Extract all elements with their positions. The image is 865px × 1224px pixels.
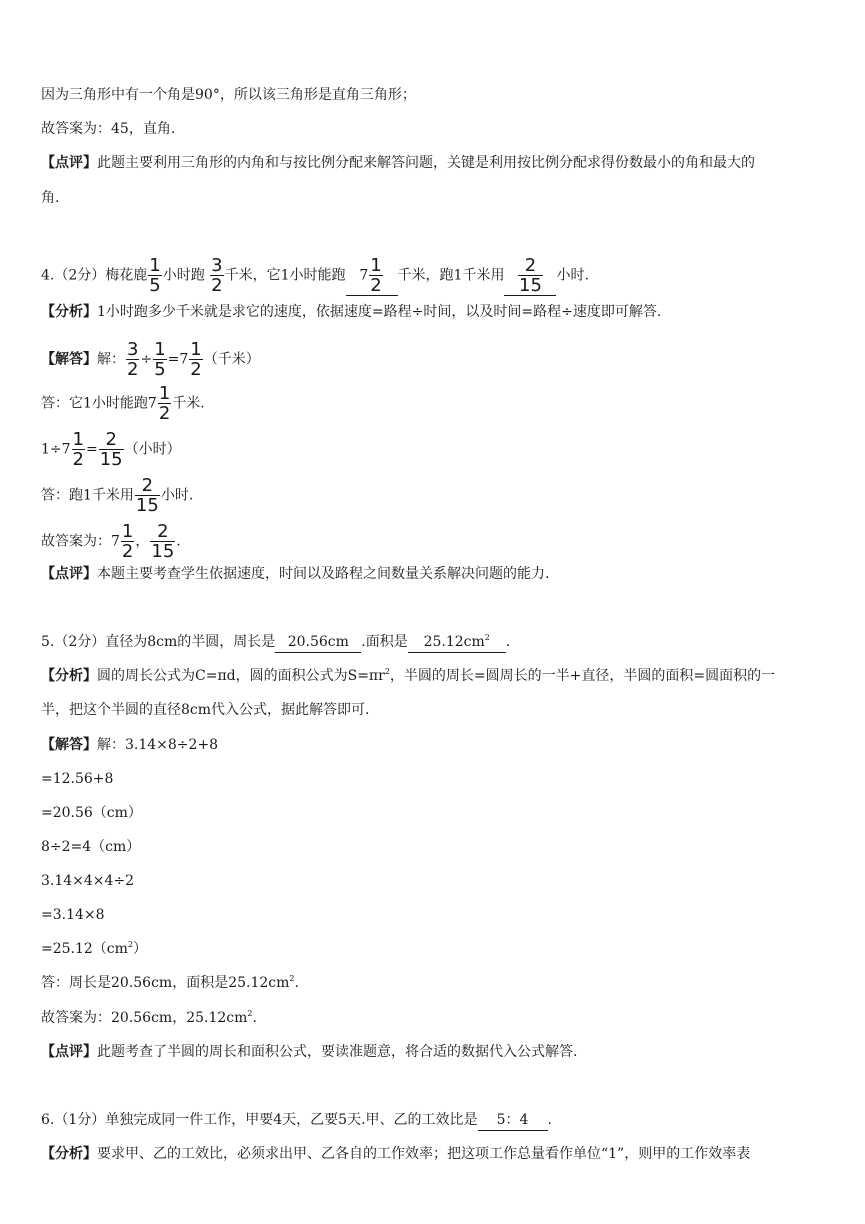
denominator: 2 xyxy=(121,541,134,562)
q4-prefix: 4.（2分）梅花鹿 xyxy=(41,267,148,284)
calc-text: 3.14×4×4÷2 xyxy=(41,873,135,889)
q4-text: 小时跑 xyxy=(162,267,205,284)
numerator: 2 xyxy=(150,522,175,542)
denominator: 2 xyxy=(211,275,223,296)
denominator: 2 xyxy=(190,359,202,380)
text-line xyxy=(41,85,825,105)
fraction xyxy=(518,256,543,295)
denominator: 15 xyxy=(519,275,542,296)
answer-text: 小时. xyxy=(160,487,194,504)
superscript: 2 xyxy=(484,633,490,642)
analysis-tag: 【分析】 xyxy=(41,668,97,684)
calc-text: 解：3.14×8÷2+8 xyxy=(97,737,219,753)
numerator: 1 xyxy=(370,255,382,276)
operator: ÷ xyxy=(140,351,153,368)
review-text: 本题主要考查学生依据速度，时间以及路程之间数量关系解决问题的能力. xyxy=(97,566,550,582)
calc-line xyxy=(41,939,825,959)
calc-line xyxy=(41,837,825,857)
solution-prefix: 解： xyxy=(97,351,125,368)
analysis-line xyxy=(41,302,825,322)
fraction xyxy=(158,384,171,423)
review-tag: 【点评】 xyxy=(41,1044,97,1060)
answer-blank xyxy=(408,632,506,653)
analysis-line xyxy=(41,666,825,686)
calc-text: =20.56（cm） xyxy=(41,805,142,821)
denominator: 2 xyxy=(127,359,139,380)
numerator: 2 xyxy=(135,476,160,496)
calc-text: =3.14×8 xyxy=(41,907,105,923)
answer-line xyxy=(41,476,825,515)
prev-answer: 故答案为：45，直角. xyxy=(41,121,176,137)
calc-text: 1÷7 xyxy=(41,441,71,458)
period: . xyxy=(547,1112,552,1128)
calc-line xyxy=(41,430,825,469)
q4-text: 千米，它1小时能跑 xyxy=(224,267,346,284)
numerator: 1 xyxy=(154,339,166,360)
fraction xyxy=(189,340,202,379)
separator: ， xyxy=(135,533,150,550)
calc-line xyxy=(41,871,825,891)
fraction xyxy=(148,256,161,295)
numerator: 3 xyxy=(211,255,223,276)
numerator: 1 xyxy=(190,339,202,360)
numerator: 1 xyxy=(72,429,84,450)
question-4 xyxy=(41,256,825,296)
answer-blank xyxy=(504,256,556,296)
solution-tag: 【解答】 xyxy=(41,351,97,368)
fraction xyxy=(210,256,223,295)
denominator: 5 xyxy=(149,275,161,296)
review-text-cont: 角. xyxy=(41,190,60,206)
prev-line1: 因为三角形中有一个角是90°，所以该三角形是直角三角形； xyxy=(41,87,416,103)
solution-tag: 【解答】 xyxy=(41,737,97,753)
fraction xyxy=(150,522,175,561)
review-tag: 【点评】 xyxy=(41,155,97,171)
calc-line xyxy=(41,803,825,823)
analysis-tag: 【分析】 xyxy=(41,304,97,320)
text-line xyxy=(41,119,825,139)
question-5 xyxy=(41,632,825,653)
numerator: 2 xyxy=(99,430,124,450)
review-text: 此题主要利用三角形的内角和与按比例分配来解答问题，关键是利用按比例分配求得份数最小的角和最大的 xyxy=(97,155,755,171)
numerator: 3 xyxy=(127,339,139,360)
analysis-tag: 【分析】 xyxy=(41,1146,97,1162)
period: . xyxy=(176,533,181,550)
denominator: 2 xyxy=(158,403,171,424)
numerator: 1 xyxy=(158,383,171,404)
denominator: 15 xyxy=(151,541,175,562)
answer-blank xyxy=(346,256,398,296)
text-line xyxy=(41,188,825,208)
period: . xyxy=(252,1010,257,1026)
q4-text: 小时. xyxy=(556,267,589,284)
superscript: 2 xyxy=(127,940,134,949)
equals: =7 xyxy=(167,351,189,368)
q6-prefix: 6.（1分）单独完成同一件工作，甲要4天，乙要5天.甲、乙的工效比是 xyxy=(41,1112,478,1128)
analysis-text: 要求甲、乙的工效比，必须求出甲、乙各自的工作效率；把这项工作总量看作单位“1”，则甲的工作效率表 xyxy=(97,1146,751,1162)
review-line xyxy=(41,564,825,584)
denominator: 15 xyxy=(135,495,159,516)
superscript: 2 xyxy=(289,974,295,983)
fraction xyxy=(135,476,160,515)
question-6 xyxy=(41,1110,825,1131)
unit: （千米） xyxy=(203,351,260,368)
analysis-text-cont: 半，把这个半圆的直径8cm代入公式，据此解答即可. xyxy=(41,702,370,718)
denominator: 5 xyxy=(154,359,166,380)
solution-line xyxy=(41,340,825,379)
final-answer-line xyxy=(41,522,825,561)
blank-value: 5：4 xyxy=(496,1112,529,1128)
review-line xyxy=(41,1042,825,1062)
answer-blank xyxy=(478,1110,548,1131)
answer-text: 答：周长是20.56cm，面积是25.12cm xyxy=(41,975,290,991)
blank-value: 20.56cm xyxy=(287,634,349,650)
final-answer-text: 故答案为：7 xyxy=(41,533,120,550)
whole-number: 7 xyxy=(359,267,369,284)
blank-value: 25.12cm xyxy=(423,634,485,650)
analysis-text: 1小时跑多少千米就是求它的速度，依据速度=路程÷时间，以及时间=路程÷速度即可解答. xyxy=(97,304,662,320)
fraction xyxy=(126,340,139,379)
review-tag: 【点评】 xyxy=(41,566,97,582)
analysis-text: 圆的周长公式为C=πd，圆的面积公式为S=πr xyxy=(97,668,385,684)
fraction xyxy=(72,430,85,469)
final-answer-line xyxy=(41,1008,825,1028)
q4-text: 千米，跑1千米用 xyxy=(397,267,505,284)
review-text: 此题考查了半圆的周长和面积公式，要读准题意，将合适的数据代入公式解答. xyxy=(97,1044,578,1060)
answer-text: 答：跑1千米用 xyxy=(41,487,134,504)
final-answer-text: 故答案为：20.56cm，25.12cm xyxy=(41,1010,248,1026)
denominator: 2 xyxy=(370,275,382,296)
unit: （小时） xyxy=(124,441,181,458)
calc-line xyxy=(41,769,825,789)
calc-text: =12.56+8 xyxy=(41,771,114,787)
answer-text: 答：它1小时能跑7 xyxy=(41,395,157,412)
solution-line xyxy=(41,735,825,755)
calc-text: 8÷2=4（cm） xyxy=(41,839,141,855)
calc-text: =25.12（cm xyxy=(41,941,128,957)
fraction xyxy=(121,522,134,561)
calc-line xyxy=(41,905,825,925)
answer-blank xyxy=(275,632,361,653)
fraction xyxy=(153,340,166,379)
denominator: 15 xyxy=(99,449,123,470)
period: . xyxy=(505,634,511,650)
period: . xyxy=(294,975,299,991)
answer-line xyxy=(41,973,825,993)
superscript: 2 xyxy=(247,1009,253,1018)
numerator: 2 xyxy=(518,256,543,276)
numerator: 1 xyxy=(121,521,134,542)
text-line xyxy=(41,700,825,720)
answer-text: 千米. xyxy=(172,395,205,412)
fraction xyxy=(99,430,124,469)
superscript: 2 xyxy=(384,667,390,676)
analysis-text: ，半圆的周长=圆周长的一半+直径，半圆的面积=圆面积的一 xyxy=(389,668,776,684)
answer-line xyxy=(41,384,825,423)
q5-text: .面积是 xyxy=(361,634,408,650)
analysis-line xyxy=(41,1144,825,1164)
denominator: 2 xyxy=(72,449,84,470)
q5-prefix: 5.（2分）直径为8cm的半圆，周长是 xyxy=(41,634,276,650)
fraction xyxy=(369,256,382,295)
calc-text: ） xyxy=(133,941,148,957)
review-line xyxy=(41,153,825,173)
equals: = xyxy=(86,441,98,458)
numerator: 1 xyxy=(149,255,161,276)
